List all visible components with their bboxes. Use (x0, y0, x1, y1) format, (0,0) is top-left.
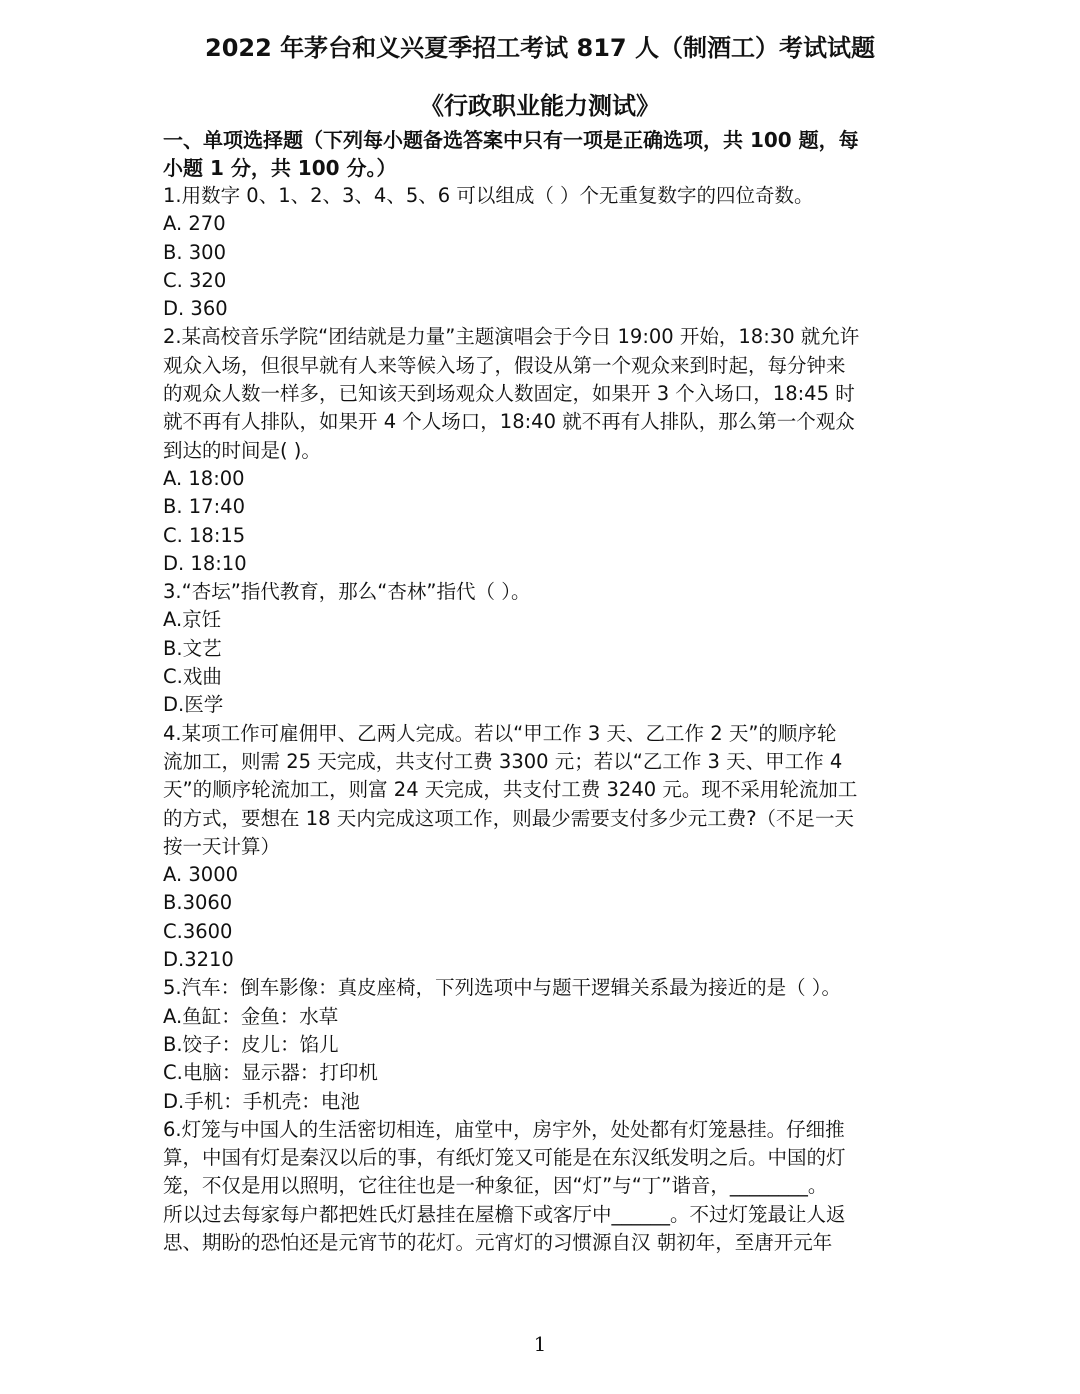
question-stem-line: 天”的顺序轮流加工，则富 24 天完成，共支付工费 3240 元。现不采用轮流加工 (163, 778, 858, 802)
question-stem (163, 182, 923, 210)
answer-option: D. 18:10 (163, 551, 247, 575)
question-stem-line: 的观众人数一样多，已知该天到场观众人数固定，如果开 3 个入场口，18:45 时 (163, 382, 855, 406)
answer-option: D.手机：手机壳：电池 (163, 1089, 360, 1113)
question-stem-line: 4.某项工作可雇佣甲、乙两人完成。若以“甲工作 3 天、乙工作 2 天”的顺序轮 (163, 721, 837, 745)
section-heading-line: 一、单项选择题（下列每小题备选答案中只有一项是正确选项，共 100 题，每 (163, 128, 859, 152)
question-stem-line: 1.用数字 0、1、2、3、4、5、6 可以组成（ ）个无重复数字的四位奇数。 (163, 184, 814, 207)
question-stem (163, 974, 923, 1002)
question-stem-line: 所以过去每家每户都把姓氏灯悬挂在屋檐下或客厅中______。不过灯笼最让人返 (163, 1202, 846, 1226)
question-stem-line: 3.“杏坛”指代教育，那么“杏林”指代（ ）。 (163, 580, 531, 604)
question-stem-line: 算，中国有灯是秦汉以后的事，有纸灯笼又可能是在东汉纸发明之后。中国的灯 (163, 1146, 846, 1170)
answer-option: A.京饪 (163, 608, 222, 632)
answer-option: C.戏曲 (163, 665, 222, 689)
question-item (163, 323, 923, 578)
section-heading (163, 126, 923, 182)
question-stem (163, 578, 923, 606)
question-stem-line: 到达的时间是( )。 (163, 438, 321, 462)
question-item (163, 578, 923, 719)
question-stem-line: 的方式，要想在 18 天内完成这项工作，则最少需要支付多少元工费?（不足一天 (163, 806, 855, 830)
question-stem-line: 5.汽车：倒车影像：真皮座椅，下列选项中与题干逻辑关系最为接近的是（ ）。 (163, 976, 842, 1000)
answer-option: C.电脑：显示器：打印机 (163, 1061, 378, 1085)
question-item (163, 182, 923, 323)
question-stem-line: 笼，不仅是用以照明，它往往也是一种象征，因“灯”与“丁”谐音，________。 (163, 1174, 828, 1198)
answer-option: B.文艺 (163, 636, 222, 660)
answer-option: B. 300 (163, 240, 226, 264)
page-number: 1 (533, 1332, 547, 1356)
section-heading-line: 小题 1 分，共 100 分。） (163, 156, 397, 180)
answer-option: A. 18:00 (163, 466, 245, 490)
answer-option: C. 18:15 (163, 523, 246, 547)
answer-option: B.饺子：皮儿：馅儿 (163, 1032, 339, 1056)
question-stem-line: 6.灯笼与中国人的生活密切相连，庙堂中，房宇外，处处都有灯笼悬挂。仔细推 (163, 1117, 845, 1141)
document-body (163, 126, 923, 1257)
answer-option: D.3210 (163, 948, 234, 972)
question-stem-line: 2.某高校音乐学院“团结就是力量”主题演唱会于今日 19:00 开始，18:30 就允许 (163, 325, 860, 349)
answer-option: A. 270 (163, 212, 226, 236)
question-item (163, 1116, 923, 1257)
question-stem-line: 就不再有人排队，如果开 4 个人场口，18:40 就不再有人排队，那么第一个观众 (163, 410, 855, 434)
question-stem-line: 按一天计算） (163, 834, 281, 858)
question-stem (163, 1116, 923, 1257)
answer-option: B. 17:40 (163, 495, 245, 519)
answer-option: A.鱼缸：金鱼：水草 (163, 1004, 339, 1028)
question-stem-line: 思、期盼的恐怕还是元宵节的花灯。元宵灯的习惯源自汉 朝初年，至唐开元年 (163, 1230, 833, 1254)
document-title: 2022 年茅台和义兴夏季招工考试 817 人（制酒工）考试试题 (205, 34, 875, 62)
document-subtitle: 《行政职业能力测试》 (420, 92, 660, 120)
answer-option: C. 320 (163, 268, 227, 292)
question-list (163, 182, 923, 1257)
question-item (163, 974, 923, 1115)
answer-option: A. 3000 (163, 863, 239, 887)
answer-option: C.3600 (163, 919, 233, 943)
question-item (163, 720, 923, 975)
question-stem (163, 323, 923, 464)
question-stem-line: 流加工，则需 25 天完成，共支付工费 3300 元；若以“乙工作 3 天、甲工作 4 (163, 749, 843, 773)
answer-option: D.医学 (163, 693, 224, 717)
answer-option: D. 360 (163, 297, 228, 321)
answer-option: B.3060 (163, 891, 233, 915)
question-stem (163, 720, 923, 861)
question-stem-line: 观众入场，但很早就有人来等候入场了，假设从第一个观众来到时起，每分钟来 (163, 353, 846, 377)
